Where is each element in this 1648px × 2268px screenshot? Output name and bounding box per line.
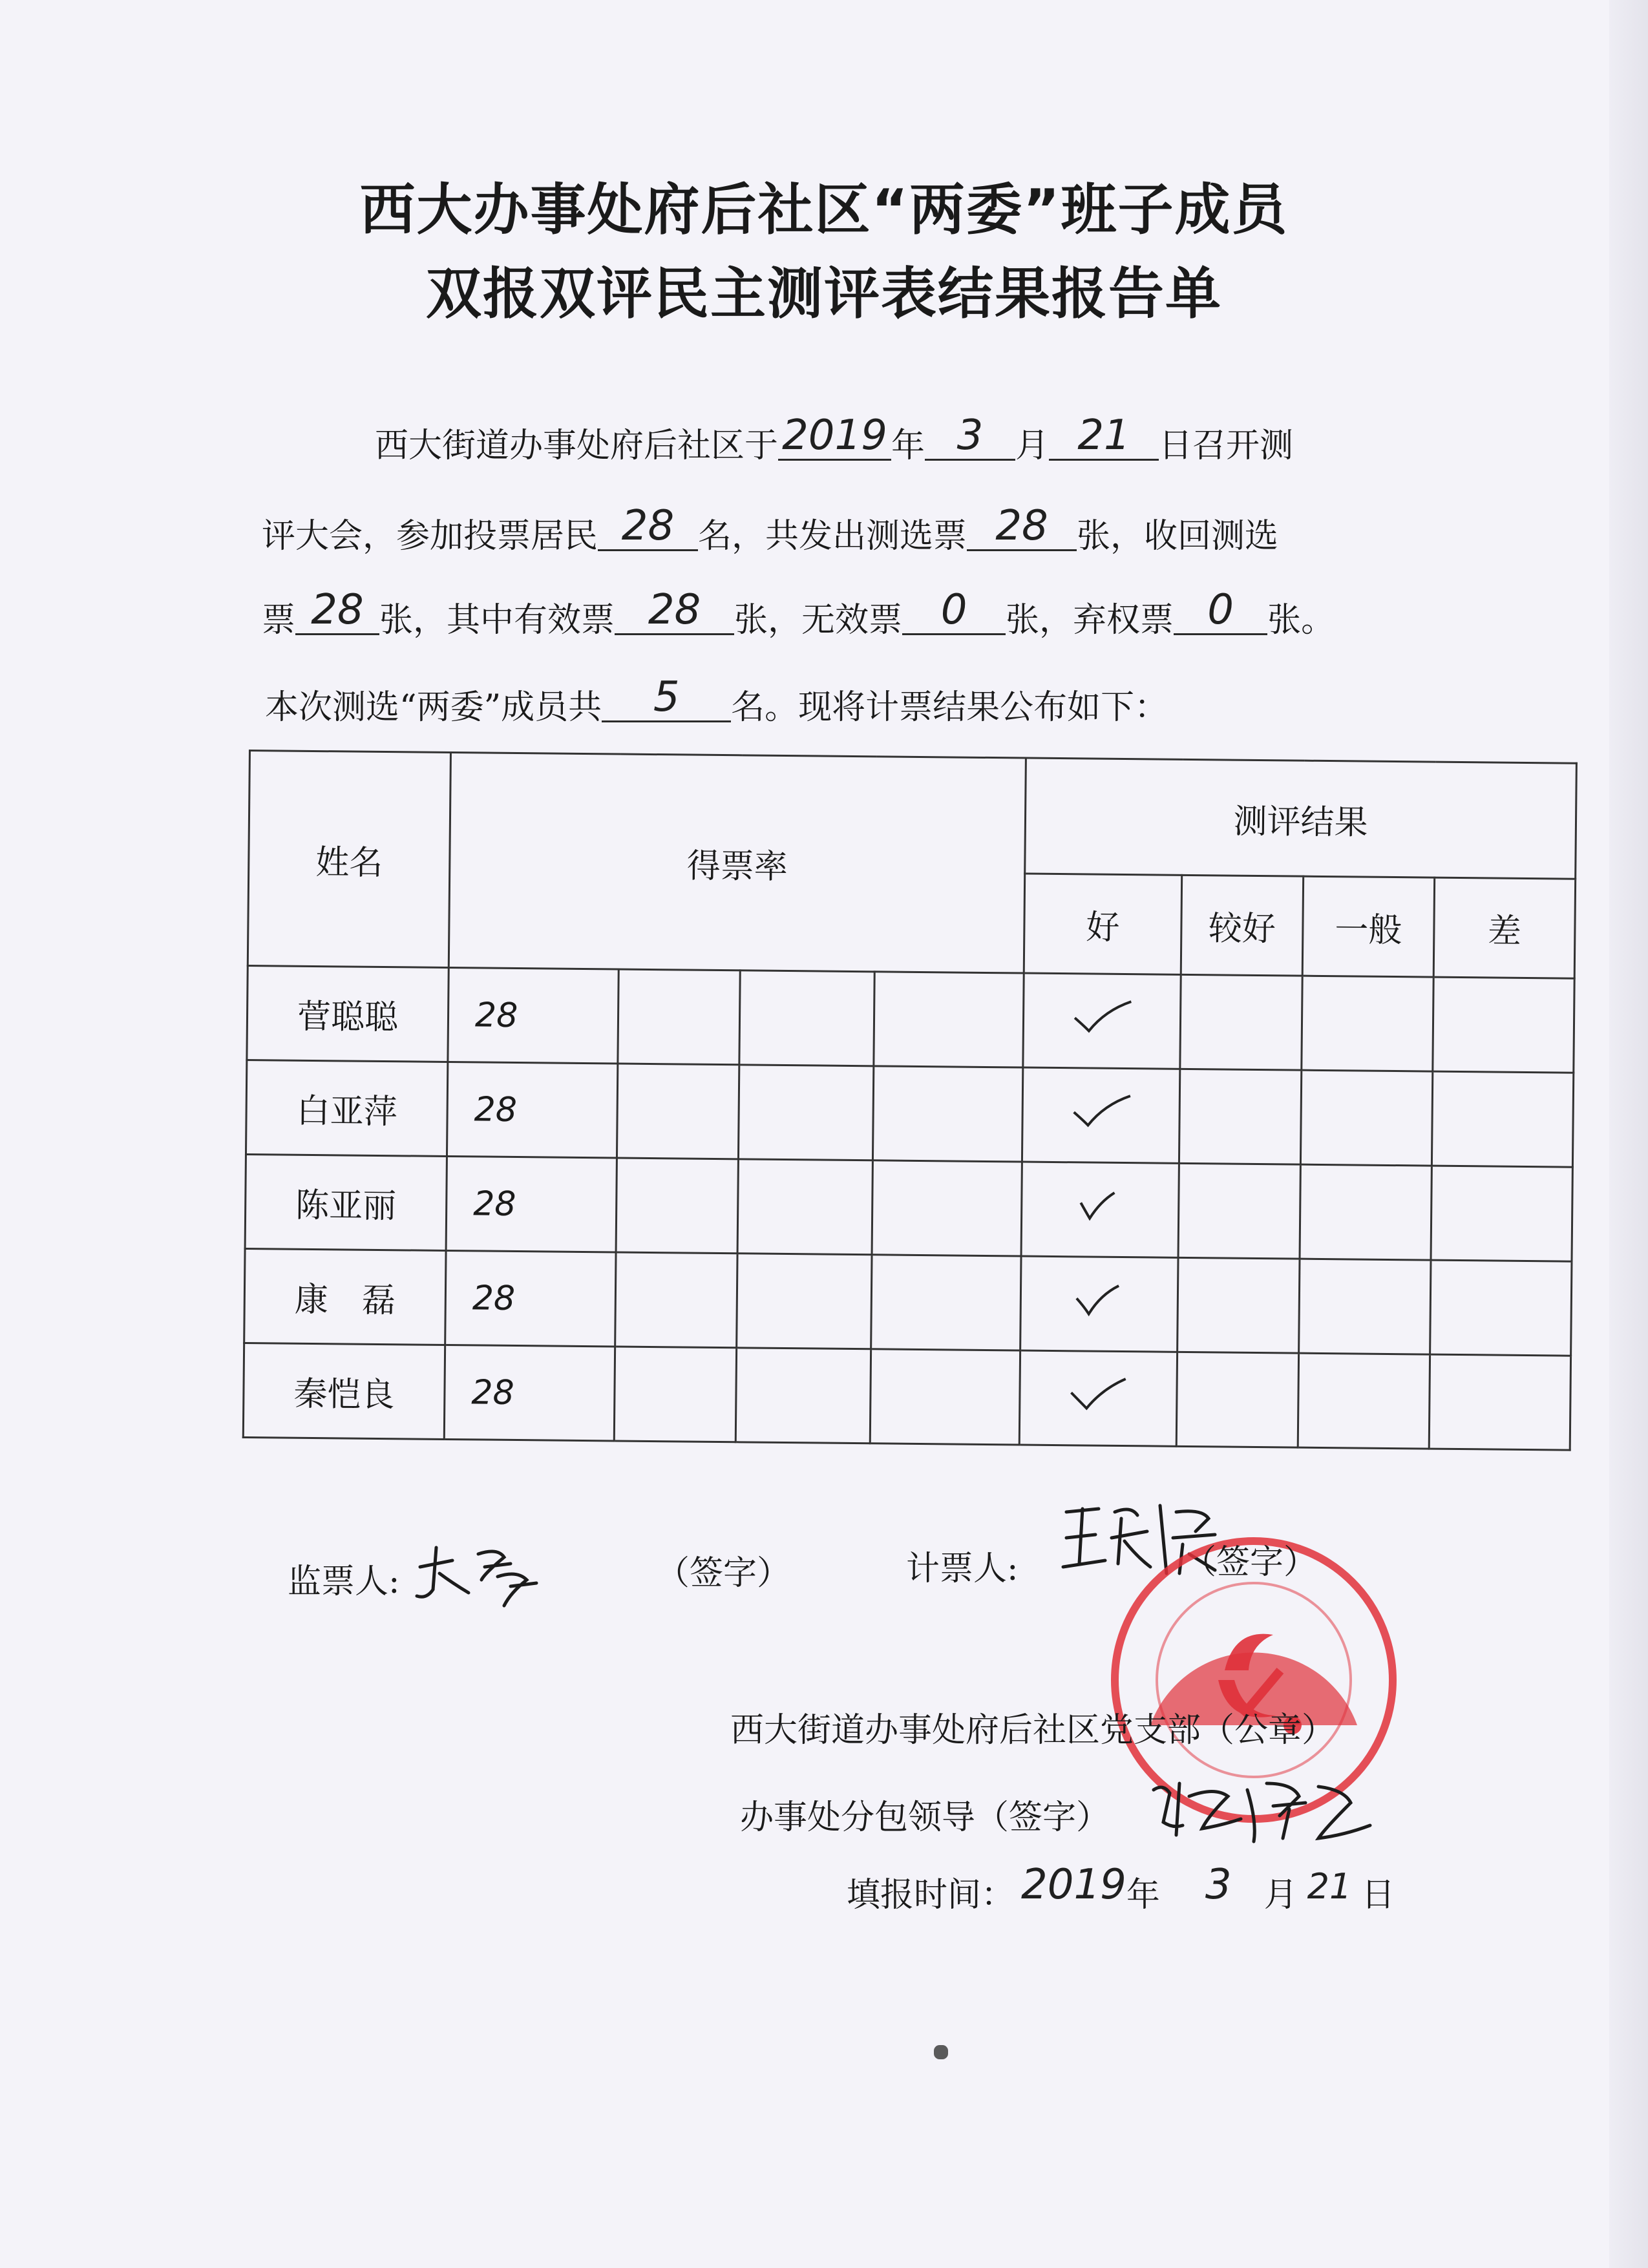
leader-signature <box>1144 1764 1389 1848</box>
table-row <box>247 965 1574 1073</box>
empty-cell <box>737 1254 872 1349</box>
checkmark-icon <box>1067 1280 1132 1319</box>
page-edge <box>1609 0 1648 2268</box>
empty-cell <box>1176 1352 1298 1447</box>
ink-spot <box>934 2045 948 2059</box>
handwritten-date-day: 21 <box>1307 1866 1352 1907</box>
intro-text: 日召开测 <box>1159 426 1294 465</box>
handwritten-voters: 28 <box>621 502 675 550</box>
leader-label: 办事处分包领导（签字） <box>740 1798 1110 1837</box>
empty-cell <box>617 1064 739 1159</box>
empty-cell <box>1298 1353 1430 1449</box>
intro-text: 本次测选“两委”成员共 <box>265 688 602 727</box>
intro-text: 评大会，参加投票居民 <box>262 517 598 556</box>
handwritten-year: 2019 <box>782 412 887 459</box>
header-result: 测评结果 <box>1025 758 1577 879</box>
header-fairly-good: 较好 <box>1181 875 1303 976</box>
table-row <box>245 1154 1572 1261</box>
cell-good <box>1021 1162 1179 1257</box>
blank-year <box>778 412 891 461</box>
handwritten-abstain: 0 <box>1207 586 1234 634</box>
cell-good <box>1020 1256 1178 1352</box>
empty-cell <box>1431 1166 1572 1261</box>
empty-cell <box>1178 1257 1300 1353</box>
member-name: 菅聪聪 <box>247 965 449 1062</box>
empty-cell <box>1299 1259 1431 1354</box>
header-rate: 得票率 <box>449 752 1026 973</box>
intro-text: 张，无效票 <box>734 601 903 640</box>
intro-line2 <box>262 502 1279 560</box>
intro-text: 张，收回测选 <box>1077 517 1279 556</box>
intro-text: 月 <box>1015 426 1050 465</box>
empty-cell <box>618 969 740 1065</box>
monitor-signature <box>407 1528 549 1612</box>
empty-cell <box>872 1066 1022 1162</box>
cell-good <box>1019 1350 1177 1446</box>
date-text: 月 <box>1263 1876 1298 1915</box>
header-good: 好 <box>1024 874 1181 974</box>
handwritten-date-month: 3 <box>1205 1861 1232 1909</box>
empty-cell <box>735 1348 871 1444</box>
member-score: 28 <box>447 1062 617 1158</box>
checkmark-icon <box>1070 997 1135 1036</box>
empty-cell <box>739 971 874 1066</box>
empty-cell <box>871 1255 1021 1350</box>
intro-text: 张。 <box>1267 601 1335 640</box>
blank-invalid <box>902 586 1006 635</box>
intro-text: 名。现将计票结果公布如下： <box>731 688 1168 727</box>
result-table <box>242 750 1578 1451</box>
member-name: 秦恺良 <box>243 1343 445 1439</box>
blank-members <box>602 673 731 722</box>
fill-date-line <box>847 1861 1395 1916</box>
cell-good <box>1022 1067 1179 1163</box>
handwritten-returned: 28 <box>311 586 364 634</box>
blank-month <box>925 412 1015 461</box>
member-name: 康 磊 <box>244 1248 446 1345</box>
handwritten-month: 3 <box>956 412 984 459</box>
table-row <box>243 1343 1570 1450</box>
intro-text: 年 <box>891 426 925 465</box>
empty-cell <box>870 1349 1020 1445</box>
monitor-label: 监票人: <box>288 1562 400 1601</box>
blank-valid <box>615 586 734 635</box>
empty-cell <box>1433 977 1574 1073</box>
intro-text: 西大街道办事处府后社区于 <box>375 426 779 465</box>
sign-note-2: （签字） <box>1183 1543 1318 1582</box>
empty-cell <box>1430 1260 1572 1356</box>
empty-cell <box>1300 1070 1432 1166</box>
header-average: 一般 <box>1302 876 1434 977</box>
intro-text: 张，其中有效票 <box>379 601 615 640</box>
intro-text: 名，共发出测选票 <box>698 517 967 556</box>
empty-cell <box>615 1252 737 1348</box>
document-title-line1: 西大办事处府后社区“两委”班子成员 <box>359 178 1289 242</box>
empty-cell <box>737 1159 872 1255</box>
table-row <box>244 1248 1572 1356</box>
intro-text: 票 <box>262 601 296 640</box>
empty-cell <box>1300 1164 1431 1260</box>
document-title-line2: 双报双评民主测评表结果报告单 <box>426 262 1222 326</box>
member-score: 28 <box>444 1345 615 1441</box>
handwritten-date-year: 2019 <box>1021 1861 1126 1909</box>
checkmark-icon <box>1068 1186 1133 1225</box>
handwritten-members: 5 <box>653 673 680 721</box>
blank-abstain <box>1174 586 1267 635</box>
intro-line3 <box>262 586 1335 644</box>
member-score: 28 <box>448 967 618 1064</box>
blank-issued <box>967 502 1077 551</box>
blank-returned <box>295 586 379 635</box>
empty-cell <box>872 1160 1022 1256</box>
empty-cell <box>614 1347 736 1442</box>
checkmark-icon <box>1066 1374 1131 1414</box>
intro-text: 张，弃权票 <box>1006 601 1174 640</box>
member-name: 白亚萍 <box>246 1060 447 1156</box>
handwritten-day: 21 <box>1077 412 1130 459</box>
empty-cell <box>738 1065 873 1160</box>
member-score: 28 <box>445 1250 616 1347</box>
date-text: 日 <box>1361 1876 1395 1915</box>
empty-cell <box>1179 1069 1301 1164</box>
blank-voters <box>598 502 698 551</box>
handwritten-invalid: 0 <box>940 586 967 634</box>
header-poor: 差 <box>1433 877 1575 978</box>
date-label: 填报时间： <box>847 1876 1015 1915</box>
table-row <box>246 1060 1573 1167</box>
empty-cell <box>1180 974 1302 1070</box>
checkmark-icon <box>1068 1091 1134 1131</box>
empty-cell <box>616 1158 738 1254</box>
member-name: 陈亚丽 <box>245 1154 447 1250</box>
intro-line4 <box>265 673 1168 731</box>
empty-cell <box>1178 1163 1300 1259</box>
counter-label: 计票人: <box>906 1549 1019 1588</box>
empty-cell <box>1429 1354 1570 1450</box>
organization-label: 西大街道办事处府后社区党支部（公章） <box>730 1711 1336 1750</box>
header-name: 姓名 <box>248 751 450 968</box>
blank-day <box>1049 412 1159 461</box>
cell-good <box>1023 973 1181 1069</box>
empty-cell <box>874 972 1024 1067</box>
handwritten-issued: 28 <box>995 502 1048 550</box>
intro-line1 <box>375 412 1294 469</box>
handwritten-valid: 28 <box>648 586 701 634</box>
empty-cell <box>1302 976 1433 1071</box>
date-text: 年 <box>1126 1876 1160 1915</box>
empty-cell <box>1431 1071 1573 1167</box>
member-score: 28 <box>446 1156 617 1252</box>
sign-note-1: （签字） <box>656 1554 791 1593</box>
